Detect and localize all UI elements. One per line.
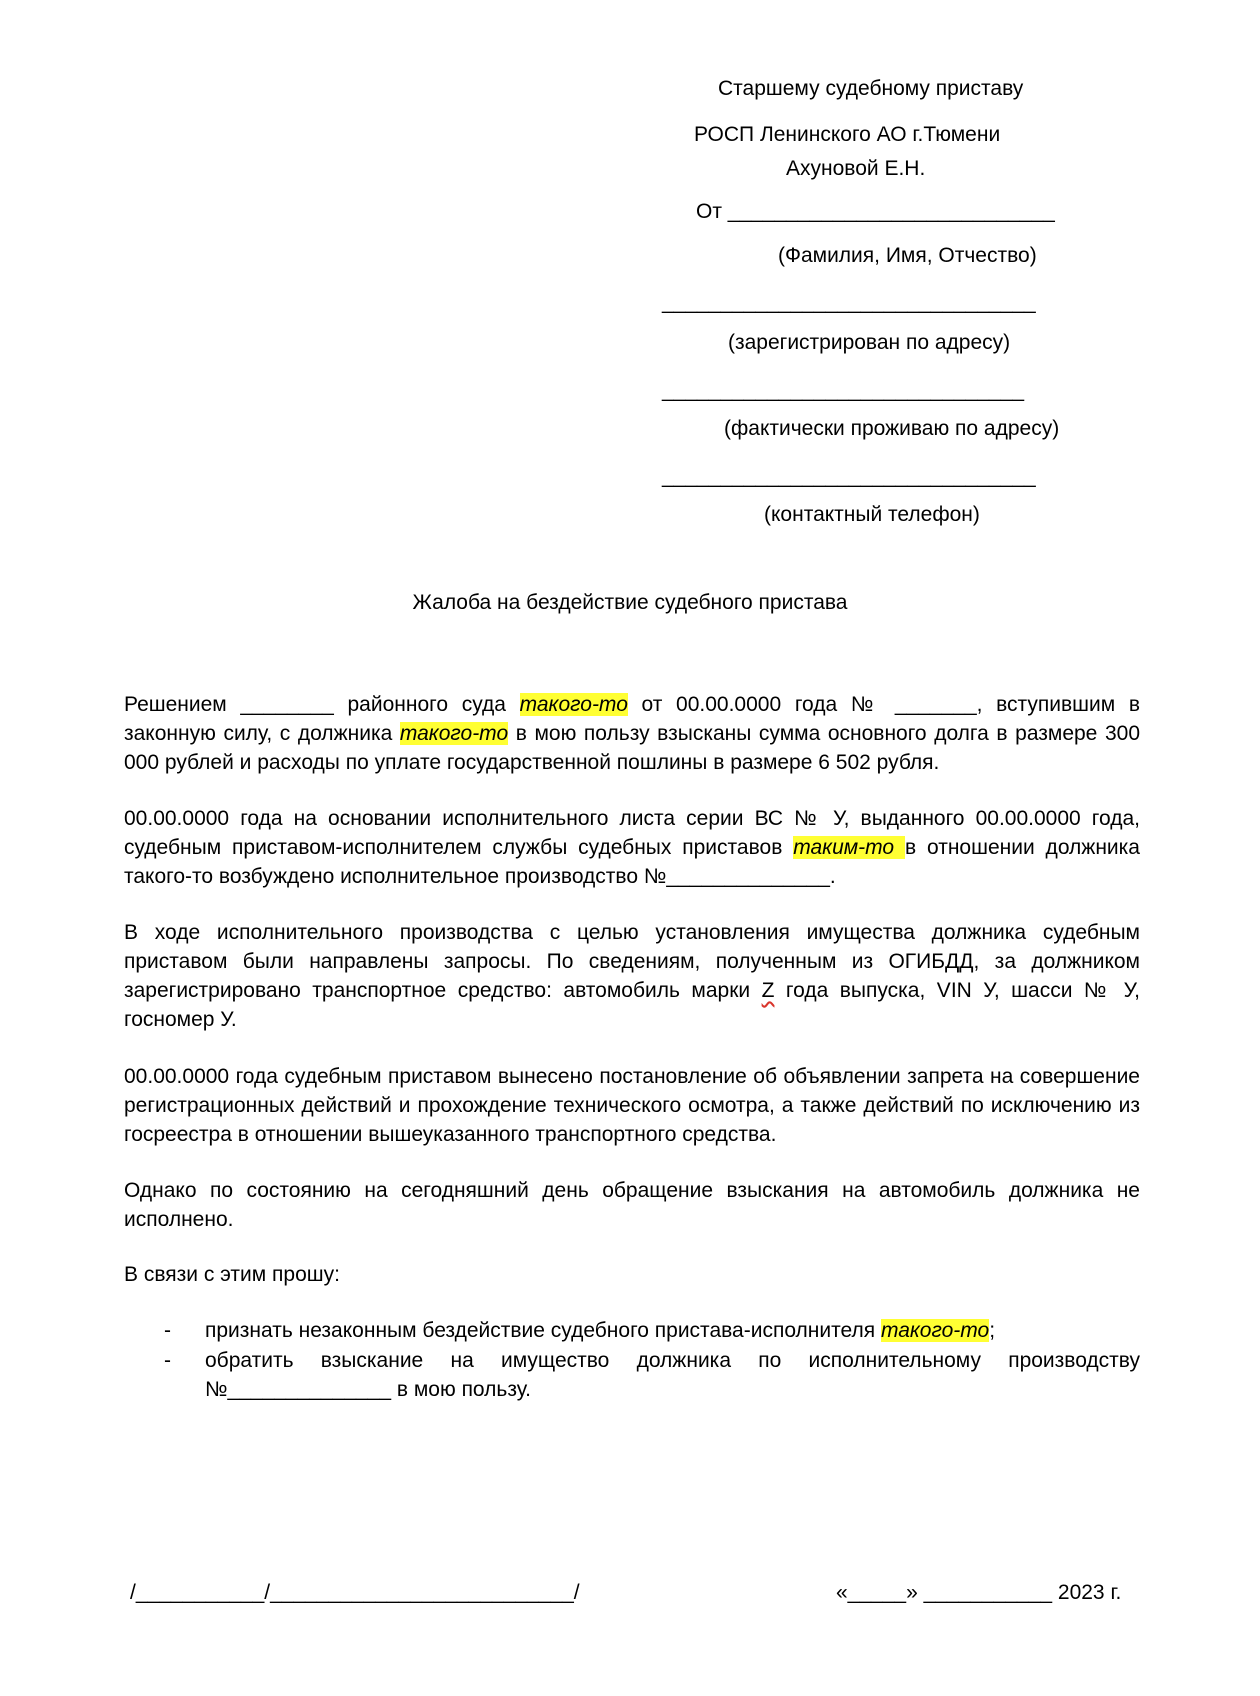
placeholder-highlight: такого-то: [399, 722, 509, 745]
request-item-1: [205, 1316, 1140, 1345]
phone-caption: (контактный телефон): [764, 503, 980, 526]
phone-blank: ________________________________: [662, 465, 1036, 488]
addressee-name: Ахуновой Е.Н.: [786, 157, 926, 180]
placeholder-highlight: таким-то: [793, 836, 905, 859]
request-1-text: признать незаконным бездействие судебного пристава-исполнителя: [205, 1319, 881, 1342]
from-caption: (Фамилия, Имя, Отчество): [778, 244, 1037, 267]
document-title: Жалоба на бездействие судебного пристава: [412, 591, 848, 614]
placeholder-highlight: такого-то: [519, 693, 628, 716]
p1-text-3: в мою пользу взысканы сумма основного долга в размере 300 000 рублей и расходы по уплате государственной пошлины в размере 6 502 рубля.: [124, 722, 1140, 774]
p2-text-2: в отношении должника такого-то возбуждено исполнительное производство №______________.: [124, 836, 1140, 888]
spellcheck-marked-word: Z: [761, 979, 775, 1002]
paragraph-court-decision: [124, 690, 1140, 777]
p1-text-2: от 00.00.0000 года № _______, вступившим в законную силу, с должника: [124, 693, 1141, 745]
p2-text-1: 00.00.0000 года на основании исполнительного листа серии ВС № У, выданного 00.00.0000 года, судебным приставом-исполнителем службы судебных приставов: [124, 807, 1140, 859]
paragraph-registration-ban: 00.00.0000 года судебным приставом вынесено постановление об объявлении запрета на совершение регистрационных действий и прохождение технического осмотра, а также действий по исключению из госреестра в отношении вышеуказанного транспортного средства.: [124, 1065, 1140, 1146]
list-bullet: -: [164, 1319, 171, 1342]
paragraph-request-intro: В связи с этим прошу:: [124, 1263, 340, 1286]
request-item-2: обратить взыскание на имущество должника по исполнительному производству №______________ в мою пользу.: [205, 1349, 1140, 1401]
paragraph-enforcement-proceedings: [124, 804, 1140, 891]
list-bullet: -: [164, 1349, 171, 1372]
placeholder-highlight: такого-то: [880, 1319, 990, 1342]
actual-address-blank: _______________________________: [662, 379, 1025, 402]
registered-address-caption: (зарегистрирован по адресу): [728, 331, 1011, 354]
p3-text-1: В ходе исполнительного производства с целью установления имущества должника судебным приставом были направлены запросы. По сведениям, полученным из ОГИБДД, за должником зарегистрировано транспортное средство: автомобиль марки: [124, 921, 1140, 1002]
paragraph-not-executed: Однако по состоянию на сегодняшний день обращение взыскания на автомобиль должника не исполнено.: [124, 1179, 1140, 1231]
p1-text-1: Решением ________ районного суда: [124, 693, 520, 716]
actual-address-caption: (фактически проживаю по адресу): [724, 417, 1060, 440]
from-line: От ____________________________: [696, 200, 1055, 223]
addressee-department: РОСП Ленинского АО г.Тюмени: [694, 123, 1001, 146]
request-1-end: ;: [989, 1319, 996, 1342]
address-blank: ________________________________: [662, 291, 1036, 314]
paragraph-vehicle-info: [124, 918, 1140, 1034]
p3-text-2: года выпуска, VIN У, шасси № У, госномер У.: [124, 979, 1140, 1031]
date-line: «_____» ___________ 2023 г.: [836, 1581, 1122, 1604]
addressee-title: Старшему судебному приставу: [718, 77, 1024, 100]
signature-line: /___________/__________________________/: [130, 1581, 580, 1604]
